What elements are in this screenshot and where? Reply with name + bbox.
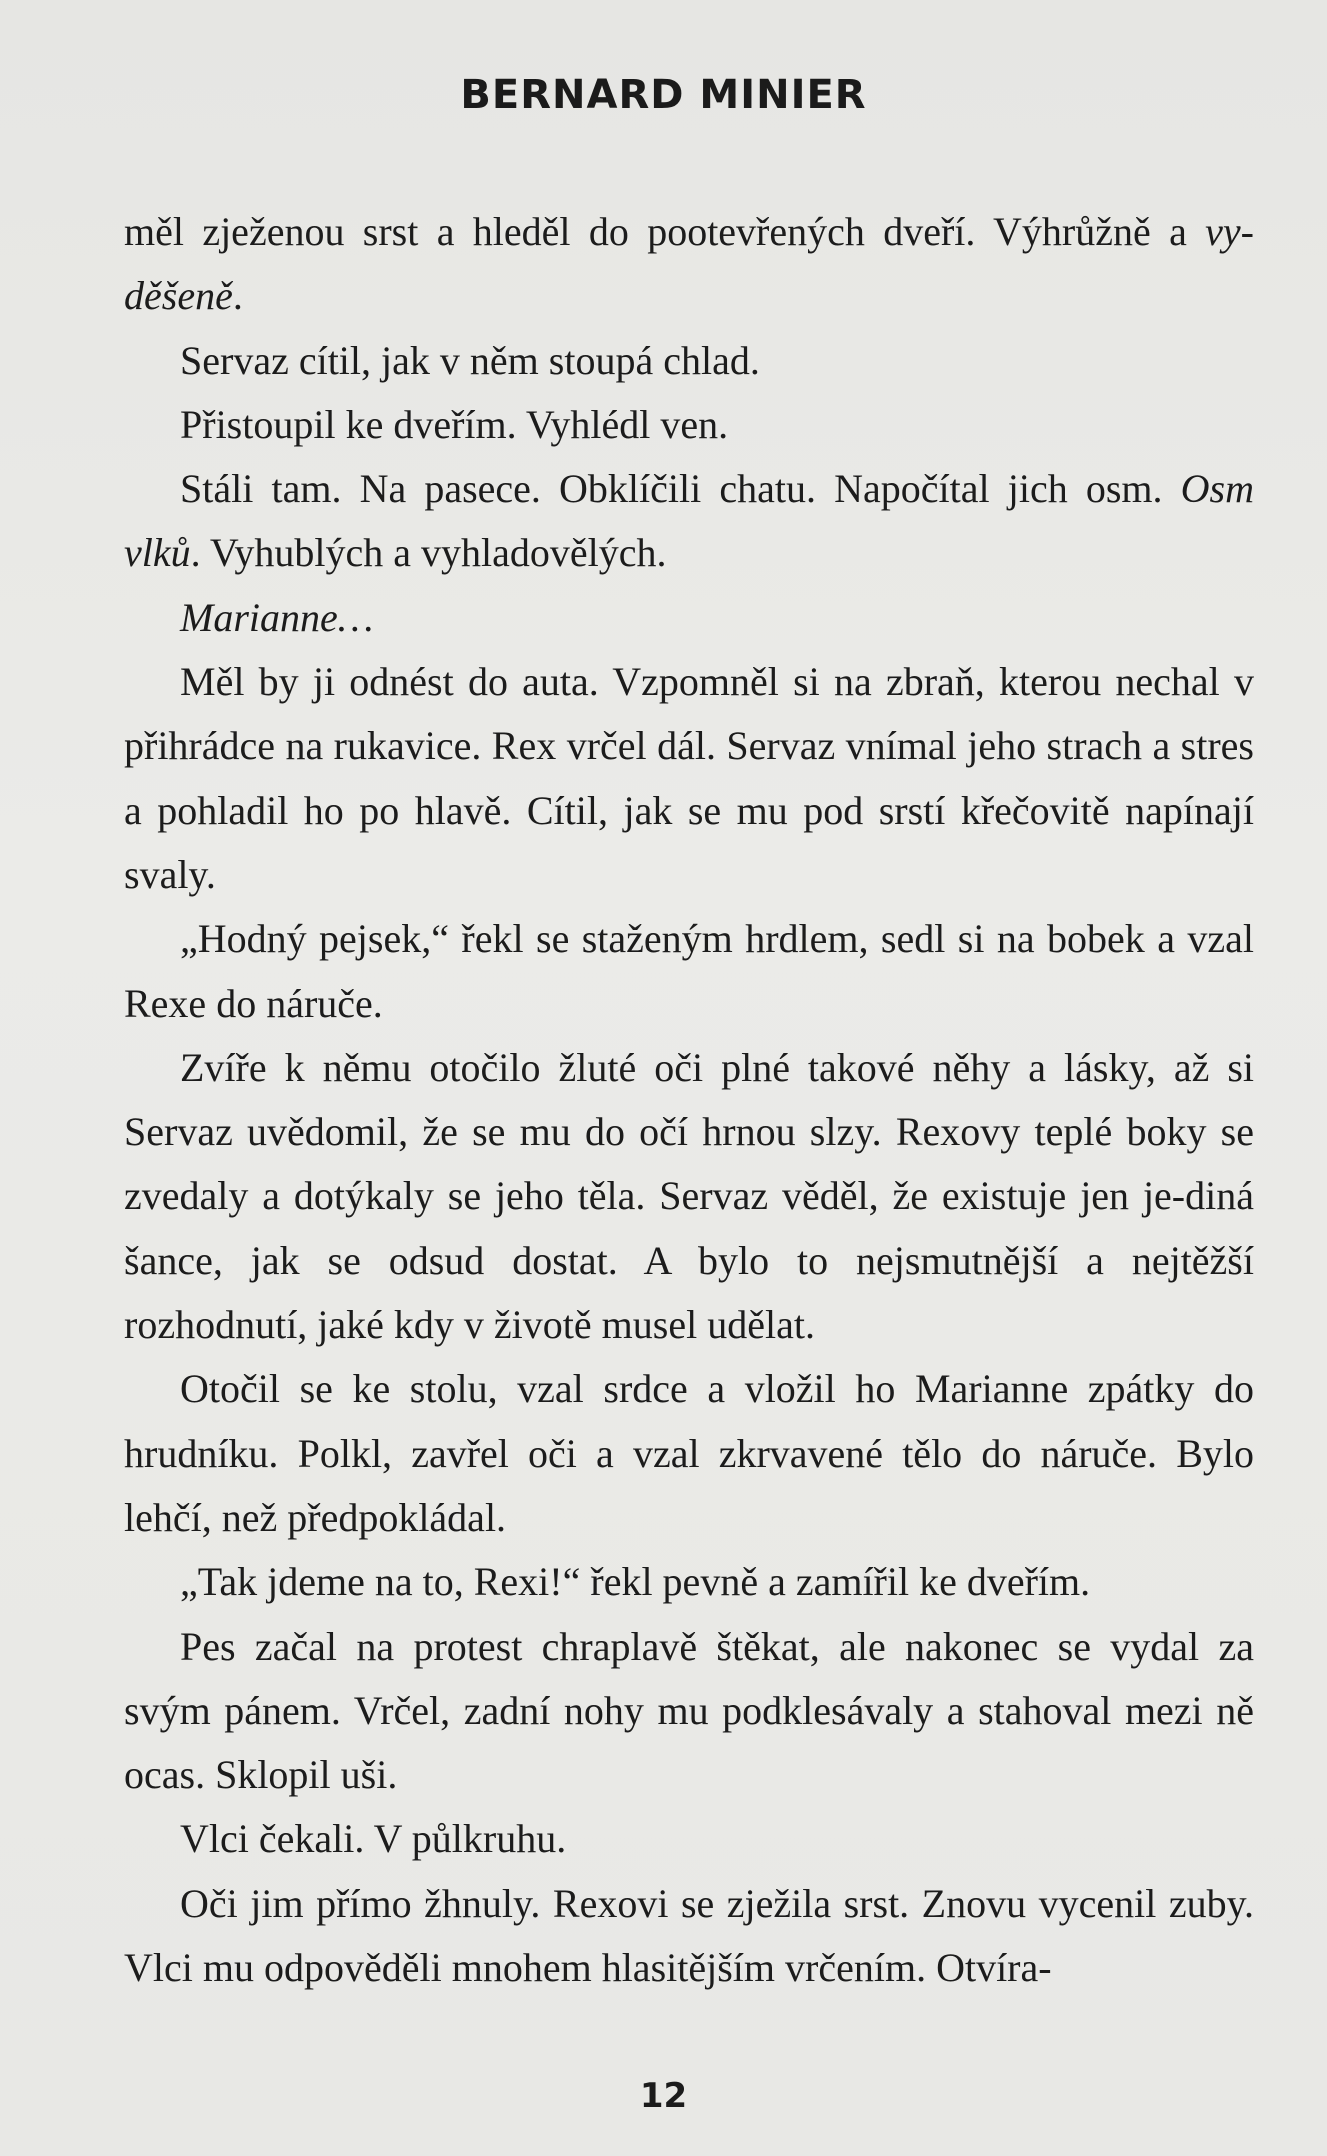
text-run: . Vyhublých a vyhladovělých. [190, 530, 667, 576]
paragraph: Pes začal na protest chraplavě štěkat, ale nakonec se vydal za svým pánem. Vrčel, zadní nohy mu podklesávaly a stahoval mezi ně ocas. Sklopil uši. [124, 1623, 1254, 1798]
paragraph: Oči jim přímo žhnuly. Rexovi se zježila srst. Znovu vycenil zuby. Vlci mu odpověděli mnohem hlasitějším vrčením. Otvíra- [124, 1880, 1254, 1991]
paragraph: Přistoupil ke dveřím. Vyhlédl ven. [180, 401, 729, 447]
page-number: 12 [639, 2076, 688, 2116]
paragraph [124, 457, 1254, 586]
italic-run: vy-děšeně [124, 209, 1254, 319]
italic-run: Marianne… [180, 594, 374, 640]
paragraph: Vlci čekali. V půlkruhu. [180, 1816, 567, 1862]
paragraph: „Hodný pejsek,“ řekl se staženým hrdlem, sedl si na bobek a vzal Rexe do náruče. [124, 916, 1254, 1026]
text-run: měl zježenou srst a hleděl do pootevřených dveří. Výhrůžně a [124, 209, 1206, 254]
paragraph [124, 586, 1254, 650]
body-text [124, 200, 1254, 2000]
paragraph: Zvíře k němu otočilo žluté oči plné takové něhy a lásky, až si Servaz uvědomil, že se mu do očí hrnou slzy. Rexovy teplé boky se zvedaly a dotýkaly se jeho těla. Servaz věděl, že existuje jen je-diná šance, jak se odsud dostat. A bylo to nejsmutnější a nejtěžší rozhodnutí, jaké kdy v životě musel udělat. [124, 1044, 1254, 1348]
italic-run: Osm vlků [124, 466, 1254, 576]
paragraph [124, 200, 1254, 329]
text-run: . [232, 273, 243, 319]
paragraph: Otočil se ke stolu, vzal srdce a vložil ho Marianne zpátky do hrudníku. Polkl, zavřel oči a vzal zkrvavené tělo do náruče. Bylo lehčí, než předpokládal. [124, 1366, 1254, 1540]
text-run: Stáli tam. Na pasece. Obklíčili chatu. Napočítal jich osm. [180, 466, 1181, 512]
paragraph: Měl by ji odnést do auta. Vzpomněl si na zbraň, kterou nechal v přihrádce na rukavice. Rex vrčel dál. Servaz vnímal jeho strach a stres a pohladil ho po hlavě. Cítil, jak se mu pod srstí křečovitě napínají svaly. [124, 659, 1254, 897]
paragraph: Servaz cítil, jak v něm stoupá chlad. [180, 337, 760, 383]
running-header: BERNARD MINIER [460, 72, 867, 118]
paragraph: „Tak jdeme na to, Rexi!“ řekl pevně a zamířil ke dveřím. [180, 1559, 1091, 1605]
